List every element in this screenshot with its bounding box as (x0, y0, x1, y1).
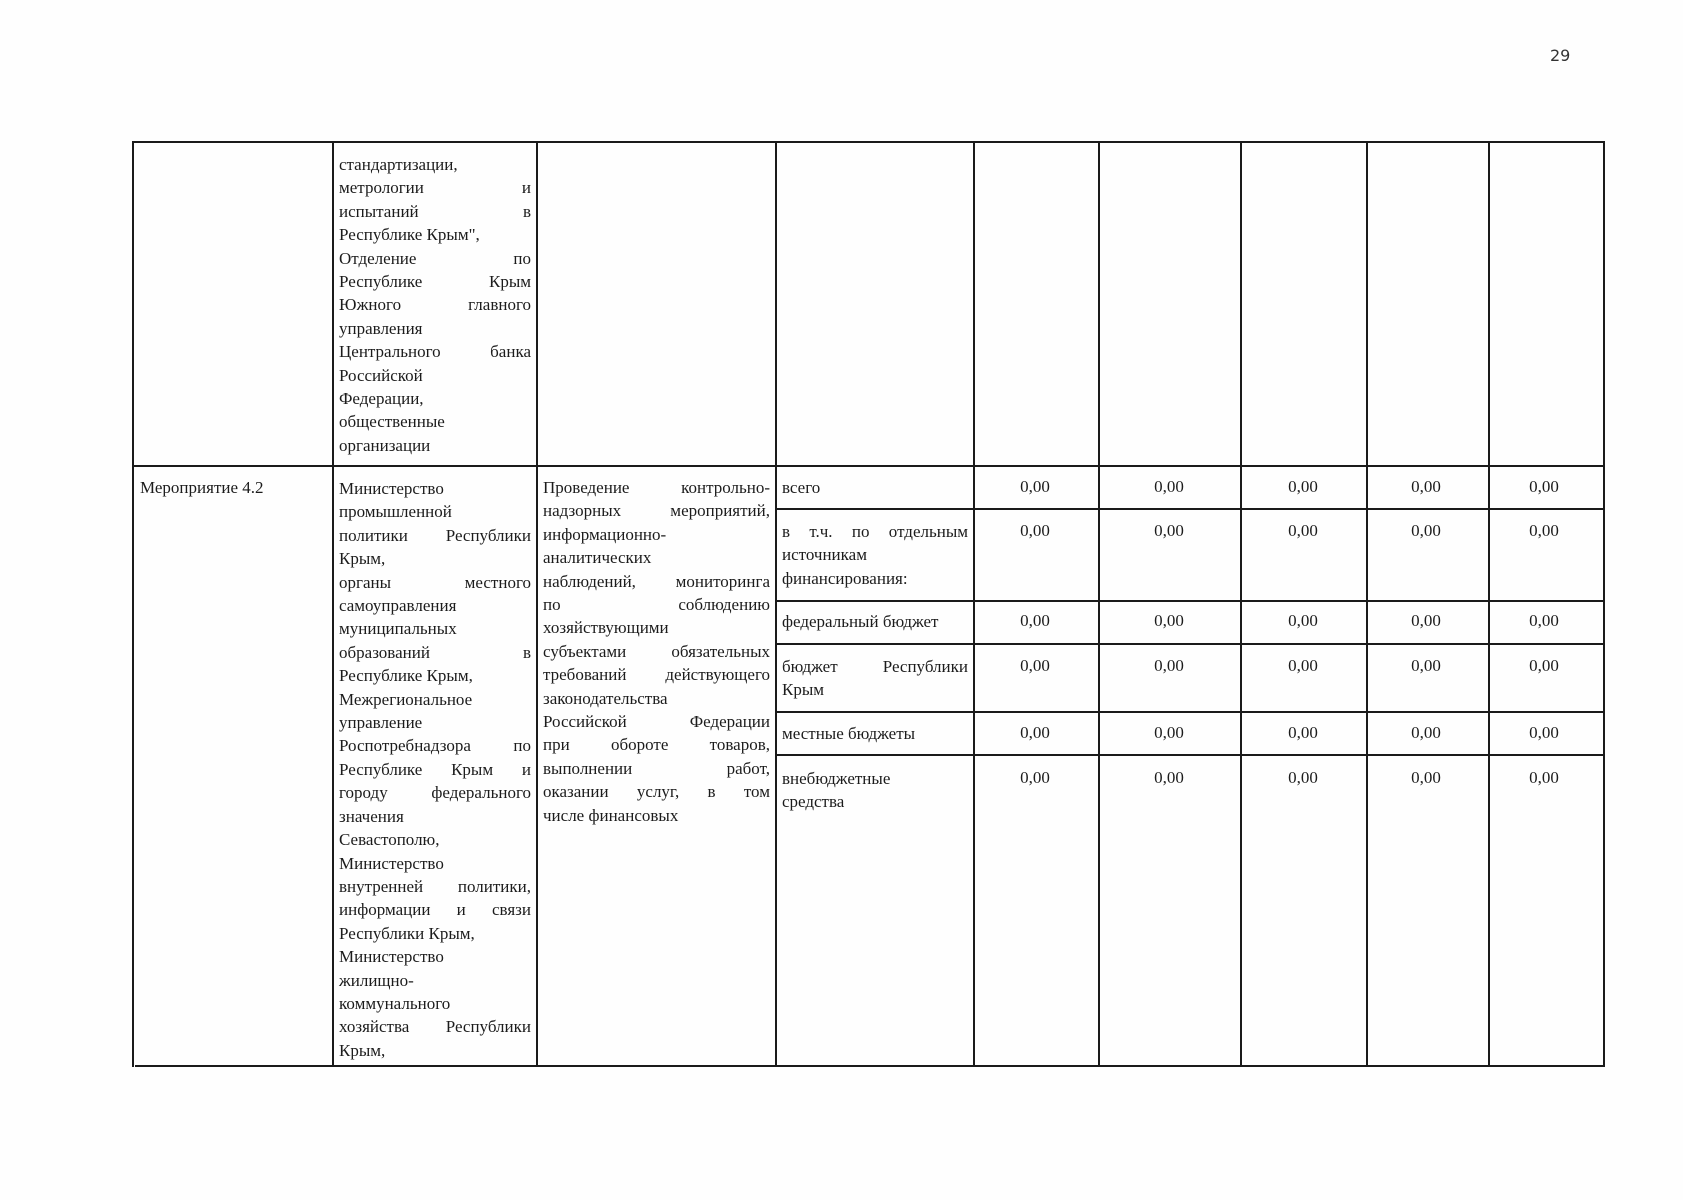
value-cell: 0,00 (1154, 477, 1184, 496)
value-cell: 0,00 (1154, 723, 1184, 742)
value-cell: 0,00 (1154, 611, 1184, 630)
funding-source-cell (782, 610, 968, 633)
text-line: стандартизации, (339, 155, 458, 174)
table-bottom-border (135, 1065, 1604, 1067)
value-cell: 0,00 (1529, 521, 1559, 540)
funding-source-label: средства (782, 792, 845, 812)
column-border (536, 141, 538, 1067)
text-line: Межрегиональное (339, 689, 473, 709)
text-line: оказании услуг, в том (543, 782, 770, 802)
text-line: законодательства (543, 688, 668, 708)
text-line: метрологии и (339, 178, 531, 198)
funding-source-label: источникам (782, 545, 867, 565)
column-border (973, 141, 975, 1067)
funding-source-cell (782, 655, 968, 702)
value-cell: 0,00 (1288, 477, 1318, 496)
text-line: Республике Крым и (339, 759, 531, 779)
text-line: значения (339, 806, 404, 826)
value-cell: 0,00 (1288, 611, 1318, 630)
column-border (1366, 141, 1368, 1067)
text-line: информации и связи (339, 900, 531, 920)
text-line: Южного главного (339, 295, 531, 315)
funding-divider (775, 711, 1604, 713)
text-line: Проведение контрольно- (543, 478, 770, 497)
text-line: коммунального (339, 993, 451, 1013)
text-line: Федерации, (339, 389, 424, 409)
value-cell: 0,00 (1288, 723, 1318, 742)
page-number: 29 (1550, 46, 1571, 65)
text-line: Центрального банка (339, 342, 531, 362)
column-border (1240, 141, 1242, 1067)
text-line: управления (339, 318, 423, 338)
text-line: жилищно- (339, 970, 414, 990)
text-line: внутренней политики, (339, 876, 531, 896)
text-line: Российской (339, 365, 423, 385)
value-cell: 0,00 (1529, 611, 1559, 630)
value-cell: 0,00 (1020, 656, 1050, 675)
prev-executors-cell (339, 153, 531, 457)
value-cell: 0,00 (1411, 656, 1441, 675)
column-border (775, 141, 777, 1067)
value-cell: 0,00 (1529, 723, 1559, 742)
column-border (332, 141, 334, 1067)
text-line: хозяйствующими (543, 618, 669, 638)
text-line: Министерство (339, 479, 444, 498)
funding-source-cell (782, 767, 968, 814)
text-line: общественные (339, 412, 445, 432)
text-line: по соблюдению (543, 595, 770, 615)
text-line: требований действующего (543, 665, 770, 685)
value-cell: 0,00 (1154, 656, 1184, 675)
text-line: городу федерального (339, 783, 531, 803)
value-cell: 0,00 (1288, 656, 1318, 675)
value-cell: 0,00 (1154, 521, 1184, 540)
funding-source-label: финансирования: (782, 568, 908, 588)
value-cell: 0,00 (1529, 768, 1559, 787)
text-line: аналитических (543, 548, 652, 568)
funding-source-label: всего (782, 478, 821, 497)
value-cell: 0,00 (1411, 723, 1441, 742)
value-cell: 0,00 (1020, 611, 1050, 630)
value-cell: 0,00 (1529, 656, 1559, 675)
value-cell: 0,00 (1411, 768, 1441, 787)
funding-divider (775, 643, 1604, 645)
value-cell: 0,00 (1154, 768, 1184, 787)
text-line: политики Республики (339, 525, 531, 545)
funding-source-cell (782, 520, 968, 590)
text-line: управление (339, 713, 423, 733)
funding-source-label: бюджет Республики (782, 657, 968, 676)
text-line: Республике Крым (339, 272, 531, 292)
value-cell: 0,00 (1020, 723, 1050, 742)
text-line: Республики Крым, (339, 923, 475, 943)
text-line: субъектами обязательных (543, 641, 770, 661)
event-name-cell (140, 476, 328, 499)
value-cell: 0,00 (1020, 768, 1050, 787)
text-line: информационно- (543, 524, 667, 544)
funding-source-label: в т.ч. по отдельным (782, 522, 968, 541)
value-cell: 0,00 (1288, 768, 1318, 787)
text-line: Российской Федерации (543, 712, 770, 732)
table-right-border (1603, 141, 1605, 1067)
funding-divider (775, 508, 1604, 510)
text-line: промышленной (339, 502, 452, 522)
text-line: самоуправления (339, 596, 457, 616)
text-line: Крым, (339, 1040, 386, 1060)
column-border (132, 141, 134, 1067)
text-line: числе финансовых (543, 805, 679, 825)
value-cell: 0,00 (1411, 611, 1441, 630)
funding-divider (775, 600, 1604, 602)
value-cell: 0,00 (1529, 477, 1559, 496)
funding-source-cell (782, 722, 968, 745)
text-line: муниципальных (339, 619, 457, 639)
text-line: хозяйства Республики (339, 1017, 531, 1037)
text-line: Республике Крым, (339, 666, 473, 686)
executors-cell (339, 477, 531, 1062)
value-cell: 0,00 (1288, 521, 1318, 540)
funding-source-label: федеральный бюджет (782, 612, 939, 631)
text-line: организации (339, 435, 431, 455)
text-line: наблюдений, мониторинга (543, 571, 770, 591)
column-border (1098, 141, 1100, 1067)
table-top-border (133, 141, 1604, 143)
funding-divider (775, 754, 1604, 756)
column-border (1488, 141, 1490, 1067)
row-divider (133, 465, 1604, 467)
description-cell (543, 476, 770, 827)
text-line: при обороте товаров, (543, 735, 770, 755)
text-line: Отделение по (339, 248, 531, 268)
text-line: органы местного (339, 572, 531, 592)
funding-source-label: внебюджетные (782, 769, 891, 788)
text-line: Крым, (339, 549, 386, 569)
funding-source-label: Крым (782, 680, 825, 700)
text-line: Севастополю, (339, 830, 440, 850)
text-line: образований в (339, 642, 531, 662)
text-line: Министерство (339, 853, 444, 873)
text-line: испытаний в (339, 201, 531, 221)
event-name: Мероприятие 4.2 (140, 478, 264, 497)
text-line: Министерство (339, 947, 444, 967)
value-cell: 0,00 (1020, 477, 1050, 496)
text-line: надзорных мероприятий, (543, 501, 770, 521)
text-line: Роспотребнадзора по (339, 736, 531, 756)
text-line: Республике Крым", (339, 225, 480, 245)
value-cell: 0,00 (1411, 477, 1441, 496)
value-cell: 0,00 (1020, 521, 1050, 540)
text-line: выполнении работ, (543, 758, 770, 778)
value-cell: 0,00 (1411, 521, 1441, 540)
funding-source-cell (782, 476, 968, 499)
funding-source-label: местные бюджеты (782, 724, 916, 743)
